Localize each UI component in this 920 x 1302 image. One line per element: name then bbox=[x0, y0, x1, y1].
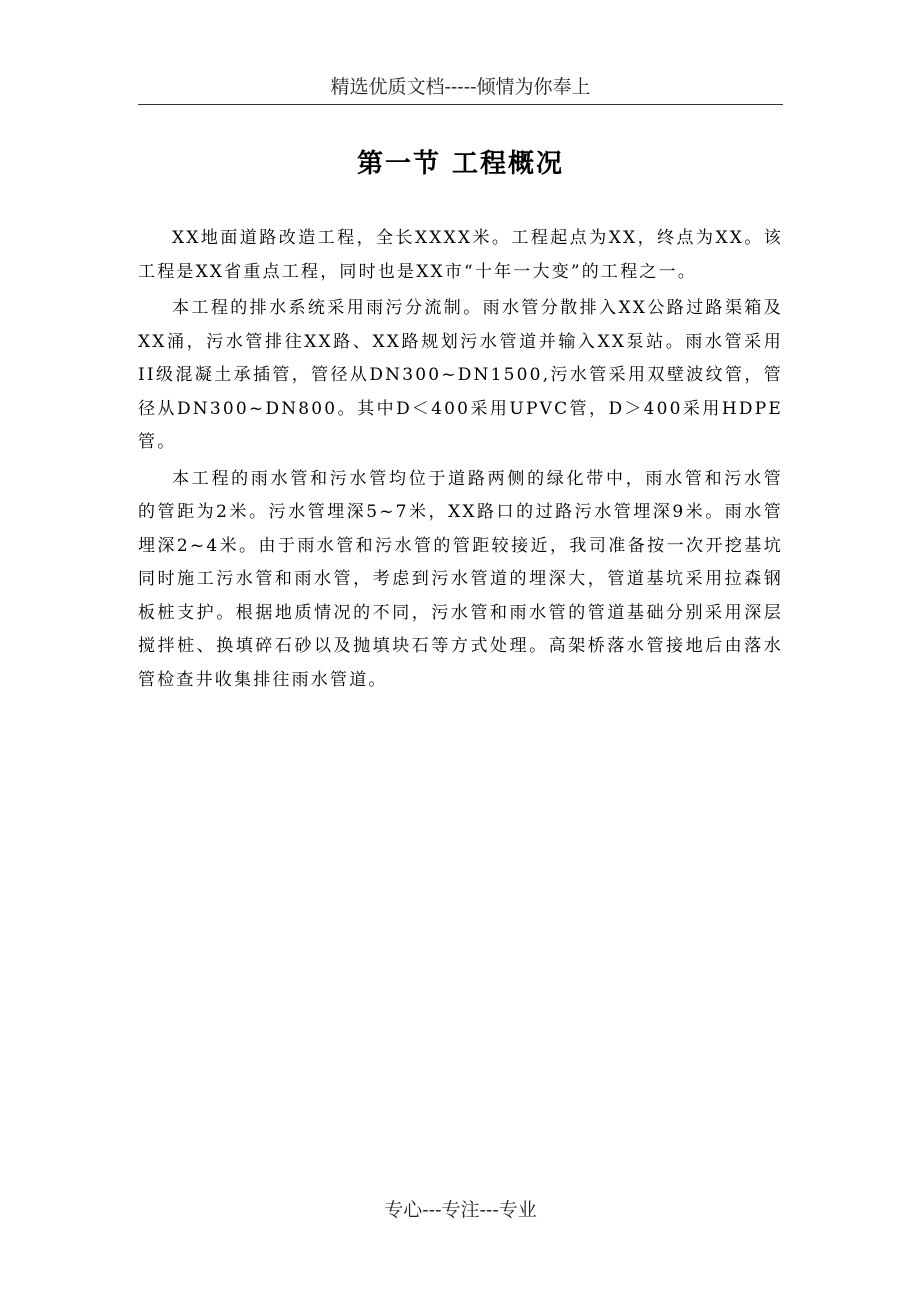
paragraph-drainage-system: 本工程的排水系统采用雨污分流制。雨水管分散排入XX公路过路渠箱及XX涌，污水管排往XX路、XX路规划污水管道并输入XX泵站。雨水管采用II级混凝土承插管，管径从DN300~DN1500,污水管采用双壁波纹管，管径从DN300~DN800。其中D＜400采用UPVC管，D＞400采用HDPE管。 bbox=[138, 298, 783, 452]
paragraph-project-overview: XX地面道路改造工程，全长XXXX米。工程起点为XX，终点为XX。该工程是XX省重点工程，同时也是XX市“十年一大变”的工程之一。 bbox=[138, 228, 783, 282]
section-title: 第一节 工程概况 bbox=[356, 149, 565, 179]
page-header: 精选优质文档-----倾情为你奉上 bbox=[138, 76, 783, 105]
paragraph-pipe-construction: 本工程的雨水管和污水管均位于道路两侧的绿化带中，雨水管和污水管的管距为2米。污水管埋深5~7米，XX路口的过路污水管埋深9米。雨水管埋深2~4米。由于雨水管和污水管的管距较接近，我司准备按一次开挖基坑同时施工污水管和雨水管，考虑到污水管道的埋深大，管道基坑采用拉森钢板桩支护。根据地质情况的不同，污水管和雨水管的管道基础分别采用深层搅拌桩、换填碎石砂以及抛填块石等方式处理。高架桥落水管接地后由落水管检查井收集排往雨水管道。 bbox=[138, 468, 783, 690]
page-footer: 专心---专注---专业 bbox=[384, 1199, 537, 1221]
document-body bbox=[138, 222, 783, 697]
